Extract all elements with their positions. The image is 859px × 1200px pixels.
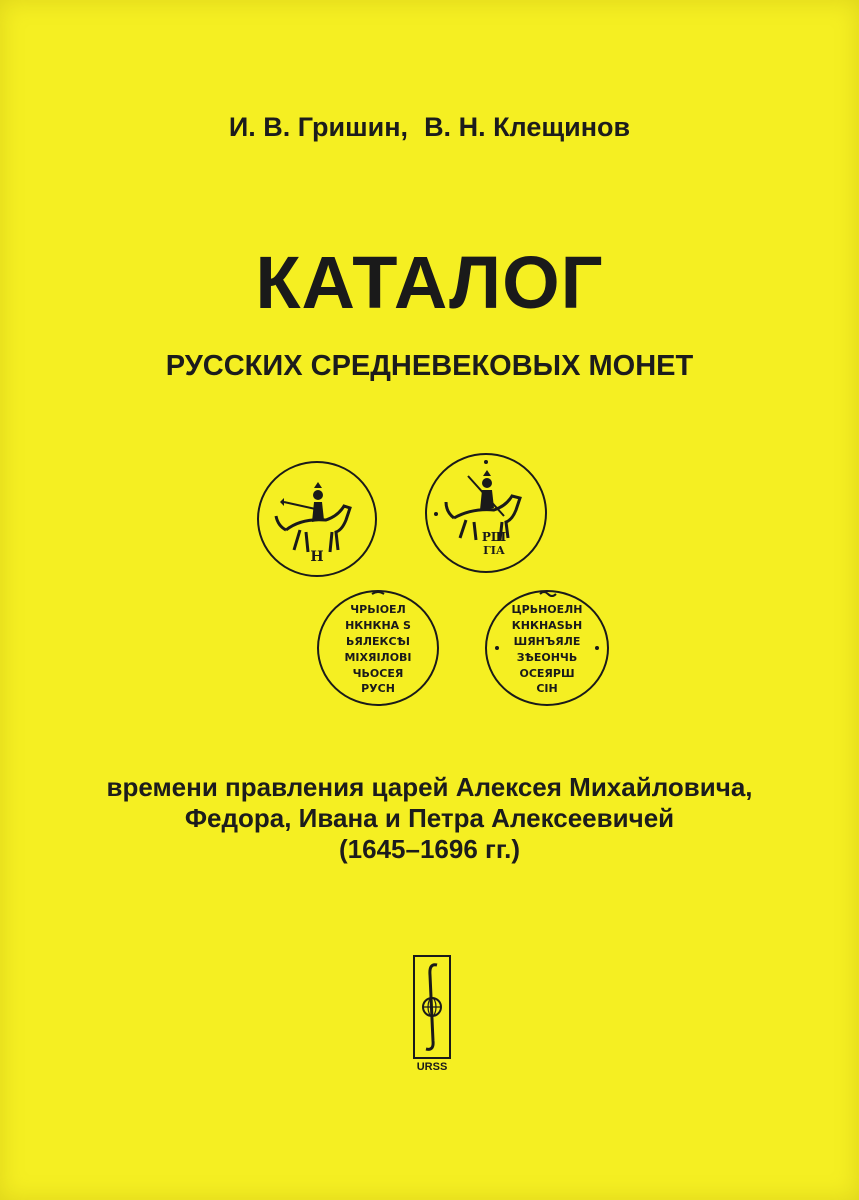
coin4-line-1: ЦРЬНОЕЛН (511, 603, 583, 616)
coin2-mark-2: ГІА (483, 544, 505, 557)
coin-inscription-2 (484, 588, 610, 708)
coin3-line-2: НКНКНА S (345, 619, 411, 632)
publisher-name: URSS (416, 1061, 448, 1073)
coin3-line-1: ЧРЬІОЕЛ (350, 603, 406, 616)
description-line-1: времени правления царей Алексея Михайловича, (106, 772, 753, 802)
coin-inscription-1 (316, 588, 440, 708)
coin4-line-2: КНКНАЅЬН (511, 619, 583, 632)
publisher-logo-icon (413, 955, 451, 1059)
coin-rider-1 (256, 460, 378, 578)
coin4-line-6: СІН (536, 682, 558, 695)
coin3-line-6: РУСН (361, 682, 395, 695)
book-description (0, 772, 859, 865)
description-line-3: (1645–1696 гг.) (339, 834, 520, 864)
publisher-mark (412, 955, 452, 1073)
coin4-line-5: ОСЕЯРШ (519, 667, 575, 680)
coin1-mark: Н (310, 549, 324, 565)
author-2: В. Н. Клещинов (424, 112, 631, 142)
author-1: И. В. Гришин, (228, 112, 409, 142)
coin2-mark-1: РШ (481, 530, 507, 544)
book-title: КАТАЛОГ (255, 241, 604, 324)
coin4-line-3: ШЯНЪЯЛЕ (513, 635, 581, 648)
coin3-line-4: МІХЯІЛОВІ (344, 651, 412, 664)
coin-rider-2 (424, 452, 548, 574)
coin3-line-3: ЬЯЛЕКСѢІ (346, 635, 410, 648)
coin3-line-5: ЧЬОСЕЯ (352, 667, 404, 680)
description-line-2: Федора, Ивана и Петра Алексеевичей (184, 803, 675, 833)
coin4-line-4: ЗѢЕОНЧЬ (516, 651, 578, 664)
book-subtitle: РУССКИХ СРЕДНЕВЕКОВЫХ МОНЕТ (165, 350, 694, 382)
authors (0, 112, 859, 143)
